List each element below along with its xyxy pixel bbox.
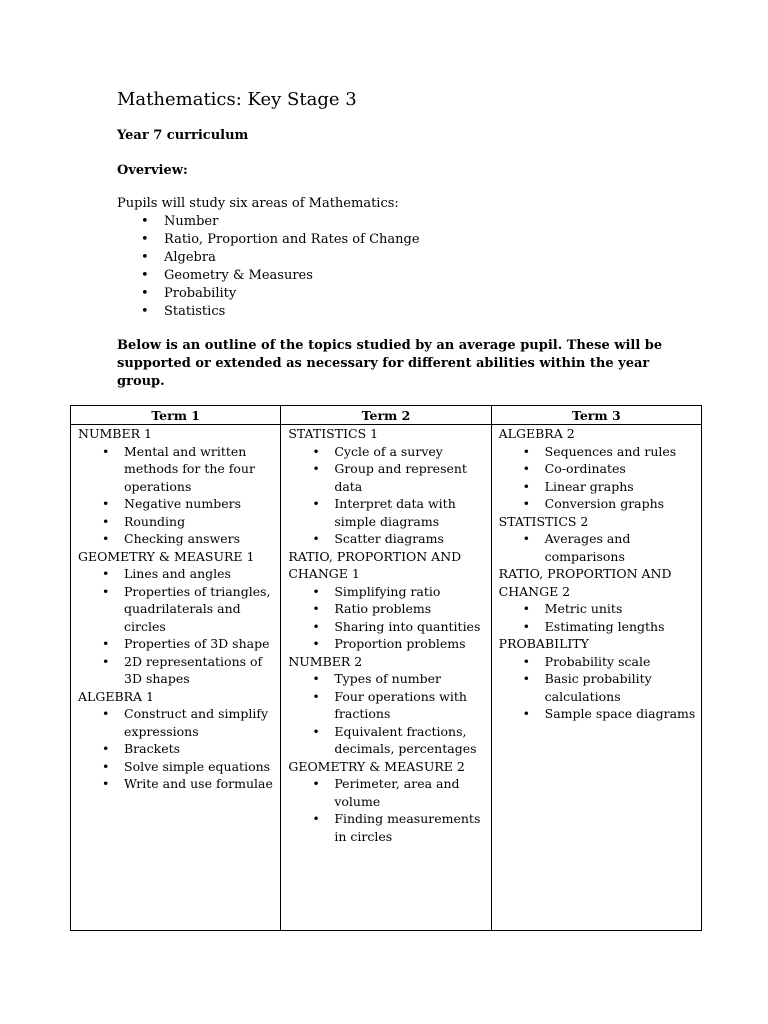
topic-heading: NUMBER 2 bbox=[288, 653, 363, 669]
topic-heading: ALGEBRA 2 bbox=[498, 426, 575, 441]
topic-list bbox=[499, 600, 697, 635]
topic-list bbox=[78, 705, 276, 793]
topic-list bbox=[78, 565, 276, 688]
topic-heading: RATIO, PROPORTION AND CHANGE 1 bbox=[288, 548, 462, 581]
topic-item: • Group and represent data bbox=[288, 460, 486, 495]
topic-item: • Properties of 3D shape bbox=[78, 635, 276, 653]
areas-list-item: • Number bbox=[117, 213, 420, 231]
topic-item: • Sample space diagrams bbox=[499, 705, 697, 723]
term-1-cell bbox=[71, 425, 281, 931]
topic-item: • Mental and written methods for the four operations bbox=[78, 443, 276, 496]
areas-list-item: • Algebra bbox=[117, 249, 420, 267]
areas-list-item: • Statistics bbox=[117, 303, 420, 321]
topic-item: • Construct and simplify expressions bbox=[78, 705, 276, 740]
topic-list bbox=[288, 775, 486, 845]
table-body-row bbox=[71, 425, 702, 931]
topic-list bbox=[288, 443, 486, 548]
outline-paragraph: Below is an outline of the topics studied by an average pupil. These will be supported or extended as necessary for different abilities within the year group. bbox=[117, 338, 663, 389]
term-3-header: Term 3 bbox=[491, 406, 701, 425]
topic-list bbox=[288, 670, 486, 758]
topic-item: • Co-ordinates bbox=[499, 460, 697, 478]
topic-item: • Simplifying ratio bbox=[288, 583, 486, 601]
topic-heading: STATISTICS 2 bbox=[498, 513, 589, 529]
term-1-header: Term 1 bbox=[71, 406, 281, 425]
topic-item: • Brackets bbox=[78, 740, 276, 758]
topic-item: • Sharing into quantities bbox=[288, 618, 486, 636]
topic-item: • Types of number bbox=[288, 670, 486, 688]
topic-item: • Interpret data with simple diagrams bbox=[288, 495, 486, 530]
topic-item: • Ratio problems bbox=[288, 600, 486, 618]
topic-item: • Solve simple equations bbox=[78, 758, 276, 776]
topic-item: • Sequences and rules bbox=[499, 443, 697, 461]
topic-item: • 2D representations of 3D shapes bbox=[78, 653, 276, 688]
topic-item: • Lines and angles bbox=[78, 565, 276, 583]
topic-item: • Proportion problems bbox=[288, 635, 486, 653]
areas-list-item: • Geometry & Measures bbox=[117, 267, 420, 285]
topic-item: • Estimating lengths bbox=[499, 618, 697, 636]
intro-text: Pupils will study six areas of Mathematics: bbox=[117, 196, 399, 211]
topic-item: • Metric units bbox=[499, 600, 697, 618]
topic-item: • Rounding bbox=[78, 513, 276, 531]
topic-heading: RATIO, PROPORTION AND CHANGE 2 bbox=[498, 566, 672, 599]
topic-item: • Probability scale bbox=[499, 653, 697, 671]
topic-item: • Cycle of a survey bbox=[288, 443, 486, 461]
topic-item: • Checking answers bbox=[78, 530, 276, 548]
topic-item: • Properties of triangles, quadrilaterals and circles bbox=[78, 583, 276, 636]
topic-item: • Conversion graphs bbox=[499, 495, 697, 513]
areas-list bbox=[117, 213, 420, 321]
topic-item: • Basic probability calculations bbox=[499, 670, 697, 705]
topic-item: • Perimeter, area and volume bbox=[288, 775, 486, 810]
topic-item: • Equivalent fractions, decimals, percentages bbox=[288, 723, 486, 758]
curriculum-subtitle: Year 7 curriculum bbox=[117, 128, 249, 143]
topic-item: • Write and use formulae bbox=[78, 775, 276, 793]
topic-heading: NUMBER 1 bbox=[78, 426, 152, 441]
areas-list-item: • Ratio, Proportion and Rates of Change bbox=[117, 231, 420, 249]
topic-item: • Four operations with fractions bbox=[288, 688, 486, 723]
topic-list bbox=[288, 583, 486, 653]
topic-item: • Scatter diagrams bbox=[288, 530, 486, 548]
topic-heading: ALGEBRA 1 bbox=[78, 688, 154, 704]
overview-heading: Overview: bbox=[117, 163, 188, 178]
topic-list bbox=[499, 530, 697, 565]
areas-list-item: • Probability bbox=[117, 285, 420, 303]
topic-item: • Averages and comparisons bbox=[499, 530, 697, 565]
page-title: Mathematics: Key Stage 3 bbox=[117, 89, 357, 110]
topic-heading: GEOMETRY & MEASURE 1 bbox=[78, 548, 255, 564]
curriculum-table bbox=[70, 405, 702, 931]
topic-item: • Finding measurements in circles bbox=[288, 810, 486, 845]
topic-list bbox=[499, 653, 697, 723]
term-3-cell bbox=[491, 425, 701, 931]
topic-item: • Negative numbers bbox=[78, 495, 276, 513]
topic-heading: GEOMETRY & MEASURE 2 bbox=[288, 758, 465, 774]
term-2-header: Term 2 bbox=[281, 406, 491, 425]
topic-heading: PROBABILITY bbox=[498, 636, 589, 651]
topic-heading: STATISTICS 1 bbox=[288, 426, 379, 441]
table-header-row bbox=[71, 406, 702, 425]
topic-list bbox=[78, 443, 276, 548]
topic-list bbox=[499, 443, 697, 513]
term-2-cell bbox=[281, 425, 491, 931]
topic-item: • Linear graphs bbox=[499, 478, 697, 496]
